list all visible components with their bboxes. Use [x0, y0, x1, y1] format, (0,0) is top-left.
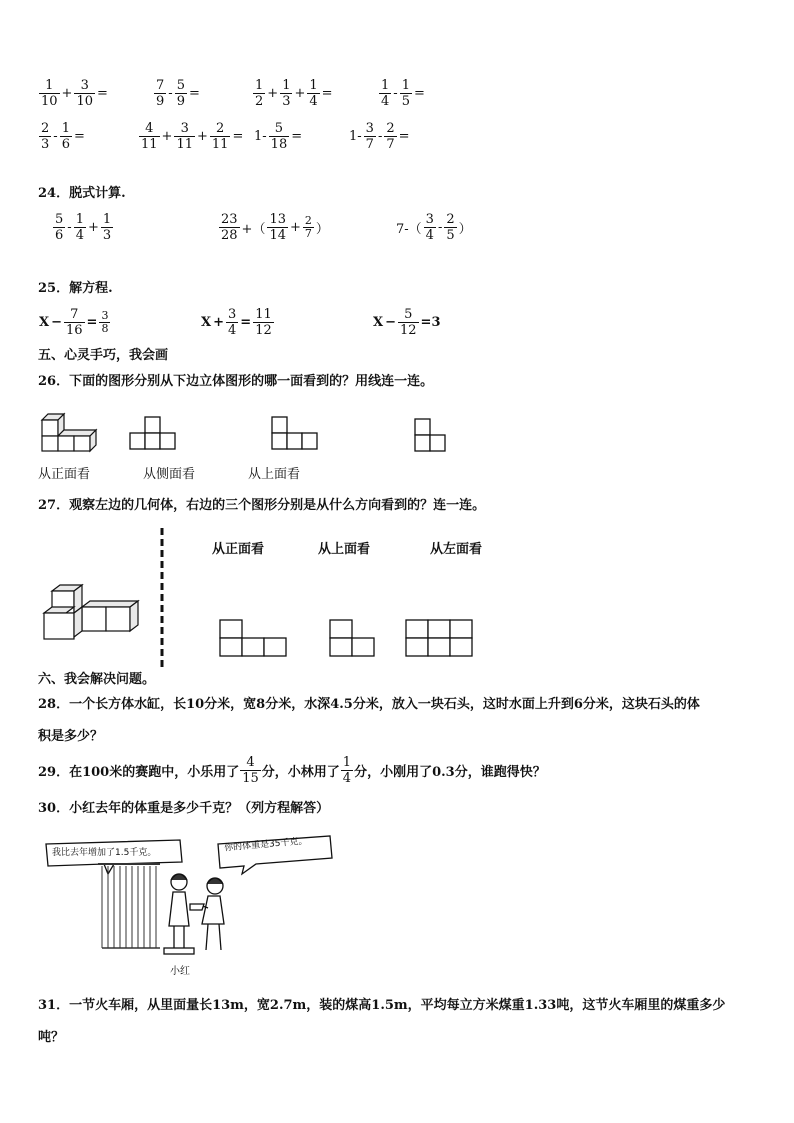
numerator: 2 [386, 121, 395, 136]
denominator: 11 [141, 137, 158, 152]
q24-expression-3 [395, 212, 473, 243]
q30-text: 30．小红去年的体重是多少千克？（列方程解答） [38, 801, 330, 816]
operator: + [161, 129, 173, 144]
equals-sign: = [291, 129, 303, 144]
equals-sign: = [321, 86, 333, 101]
cube-face [82, 601, 138, 607]
denominator: 6 [61, 137, 70, 152]
numerator: 3 [228, 307, 237, 322]
q26-view-3 [415, 418, 447, 452]
q31-line-1: 31．一节火车厢，从里面量长13m，宽2.7m，装的煤高1.5m，平均每立方米煤重1.33吨，这节火车厢里的煤重多少 [38, 998, 726, 1013]
fraction [74, 78, 95, 109]
operator: - [393, 86, 398, 101]
numerator: 1 [401, 78, 410, 93]
q29-middle: 分，小林用了 [261, 765, 340, 780]
equals-sign: = [413, 86, 425, 101]
denominator: 4 [228, 323, 237, 338]
fraction [253, 78, 265, 109]
denominator: 11 [211, 137, 229, 152]
fraction-expression [348, 121, 411, 152]
q26-view-2 [272, 416, 318, 450]
fraction [210, 121, 231, 152]
equals-sign: = [97, 86, 108, 101]
denominator: 10 [41, 94, 58, 109]
q31-line-2: 吨？ [38, 1030, 65, 1045]
operator: ） [315, 222, 329, 237]
operator: + [197, 129, 208, 144]
cube-face [106, 607, 130, 631]
fraction [60, 121, 72, 152]
operator: + [87, 220, 99, 235]
q29-suffix: 分，小刚用了0.3分，谁跑得快？ [354, 765, 546, 780]
denominator: 6 [55, 228, 64, 243]
numerator: 7 [156, 78, 165, 93]
denominator: 4 [309, 94, 318, 109]
cube-face [42, 420, 58, 436]
fraction-expression [378, 78, 426, 109]
cube-face [44, 613, 74, 639]
numerator: 13 [269, 212, 286, 227]
numerator: 2 [304, 214, 312, 227]
numerator: 3 [180, 121, 189, 136]
denominator: 11 [176, 137, 193, 152]
operator: + [294, 86, 306, 101]
q26-view-1 [130, 416, 176, 450]
denominator: 4 [425, 228, 434, 243]
fraction-expression [153, 78, 201, 109]
numerator: 1 [255, 78, 264, 93]
fraction [154, 78, 166, 109]
numerator: 11 [255, 307, 272, 322]
denominator: 3 [41, 137, 50, 152]
operator: - [437, 220, 443, 235]
fraction [307, 78, 319, 109]
operator: - [67, 220, 72, 235]
cube-face [42, 436, 58, 451]
speech-bubble-left-text: 我比去年增加了1.5千克。 [52, 848, 157, 858]
numerator: 2 [41, 121, 50, 136]
q28-line-1: 28．一个长方体水缸，长10分米，宽8分米，水深4.5分米，放入一块石头，这时水面上升到6分米，这块石头的体 [38, 697, 700, 712]
denominator: 10 [76, 94, 93, 109]
equals-sign: = [398, 129, 410, 144]
numerator: 4 [145, 121, 154, 136]
fraction-expression [38, 78, 109, 109]
denominator: 15 [242, 771, 259, 786]
q25-equation-3 [372, 307, 442, 338]
operator: + [61, 86, 73, 101]
q24-title: 24．脱式计算. [38, 186, 126, 201]
numerator: 2 [216, 121, 225, 136]
operator: 1- [349, 129, 362, 144]
denominator: 4 [381, 94, 390, 109]
numerator: 1 [45, 78, 54, 93]
numerator: 23 [221, 212, 238, 227]
numerator: 3 [101, 309, 109, 322]
variable: X [39, 315, 50, 330]
q27-header-top: 从上面看 [318, 542, 371, 557]
operator: + [213, 315, 224, 330]
operator: − [385, 315, 396, 330]
fraction [269, 121, 290, 152]
denominator: 28 [221, 228, 238, 243]
q27-view-3 [406, 619, 476, 659]
denominator: 4 [75, 228, 84, 243]
girl-figure [164, 874, 194, 954]
fraction-expression [252, 78, 334, 109]
denominator: 8 [101, 322, 109, 335]
q26-label-top: 从上面看 [248, 467, 301, 482]
numerator: 5 [176, 78, 185, 93]
q24-expression-2 [218, 212, 330, 243]
numerator: 1 [309, 78, 318, 93]
equals-sign: = [73, 129, 85, 144]
numerator: 3 [365, 121, 374, 136]
dashed-divider [160, 528, 164, 668]
q29-text [38, 755, 546, 786]
operator: - [53, 129, 58, 144]
denominator: 18 [270, 137, 288, 152]
numerator: 5 [404, 307, 413, 322]
operator: - [377, 129, 383, 144]
cube-face [74, 607, 82, 637]
operator: +（ [241, 222, 266, 237]
operator: 1- [254, 129, 267, 144]
numerator: 1 [282, 78, 291, 93]
section-6-heading: 六、我会解决问题。 [38, 672, 156, 687]
numerator: 3 [80, 78, 89, 93]
fraction [400, 78, 412, 109]
fraction [39, 78, 60, 109]
q25-title: 25．解方程. [38, 281, 113, 296]
operator: + [267, 86, 279, 101]
operator: + [290, 220, 301, 235]
fraction [384, 121, 396, 152]
numerator: 3 [425, 212, 434, 227]
numerator: 1 [102, 212, 112, 227]
operator: = [86, 315, 98, 330]
operator: − [51, 315, 62, 330]
q28-line-2: 积是多少？ [38, 729, 104, 744]
fraction [379, 78, 391, 109]
denominator: 16 [66, 323, 83, 338]
operator: 7-（ [396, 222, 422, 237]
q27-view-1 [220, 619, 288, 659]
denominator: 7 [386, 137, 395, 152]
equals-sign: = [232, 129, 244, 144]
numerator: 7 [70, 307, 79, 322]
curtain-screen [98, 864, 160, 948]
equals-sign: = [188, 86, 200, 101]
denominator: 5 [401, 94, 410, 109]
xiaohong-label: 小红 [170, 966, 190, 977]
fraction [139, 121, 160, 152]
denominator: 3 [102, 228, 112, 243]
q26-label-side: 从侧面看 [143, 467, 196, 482]
denominator: 3 [282, 94, 291, 109]
denominator: 4 [342, 771, 352, 786]
numerator: 5 [55, 212, 64, 227]
q27-solid-figure [40, 585, 140, 643]
cube-face [74, 436, 90, 451]
speech-bubble-right-text: 你的体重是35千克。 [223, 836, 308, 854]
numerator: 1 [381, 78, 390, 93]
q27-header-front: 从正面看 [212, 542, 265, 557]
numerator: 1 [61, 121, 70, 136]
cube-face [82, 607, 106, 631]
operator: - [168, 86, 173, 101]
q27-header-left: 从左面看 [430, 542, 483, 557]
q29-prefix: 29．在100米的赛跑中，小乐用了 [38, 765, 240, 780]
numerator: 5 [274, 121, 284, 136]
denominator: 7 [304, 227, 312, 240]
numerator: 2 [446, 212, 455, 227]
q25-equation-1 [38, 307, 111, 338]
q26-label-front: 从正面看 [38, 467, 91, 482]
variable: X [373, 315, 384, 330]
denominator: 9 [176, 94, 185, 109]
numerator: 4 [246, 755, 255, 770]
denominator: 14 [269, 228, 286, 243]
operator: ） [458, 222, 472, 237]
fraction [280, 78, 292, 109]
denominator: 7 [365, 137, 374, 152]
variable: X [201, 315, 212, 330]
q26-text: 26．下面的图形分别从下边立体图形的哪一面看到的？用线连一连。 [38, 374, 434, 389]
q25-equation-2 [200, 307, 275, 338]
fraction [39, 121, 51, 152]
operator: =3 [420, 315, 441, 330]
numerator: 1 [342, 755, 352, 770]
cube-face [130, 601, 138, 631]
fraction-expression [253, 121, 303, 152]
q26-solid-figure [38, 404, 104, 452]
q27-text: 27．观察左边的几何体，右边的三个图形分别是从什么方向看到的？连一连。 [38, 498, 486, 513]
fraction-expression [138, 121, 244, 152]
fraction [174, 121, 195, 152]
cube-face [58, 436, 74, 451]
boy-figure [190, 878, 224, 950]
fraction-expression [38, 121, 86, 152]
section-5-heading: 五、心灵手巧，我会画 [38, 348, 169, 363]
fraction [175, 78, 187, 109]
numerator: 1 [75, 212, 84, 227]
q27-view-2 [330, 619, 378, 659]
denominator: 12 [255, 323, 272, 338]
denominator: 12 [400, 323, 417, 338]
q24-expression-1 [52, 212, 114, 243]
denominator: 5 [446, 228, 455, 243]
denominator: 2 [255, 94, 264, 109]
denominator: 9 [156, 94, 165, 109]
fraction [364, 121, 376, 152]
operator: = [240, 315, 252, 330]
